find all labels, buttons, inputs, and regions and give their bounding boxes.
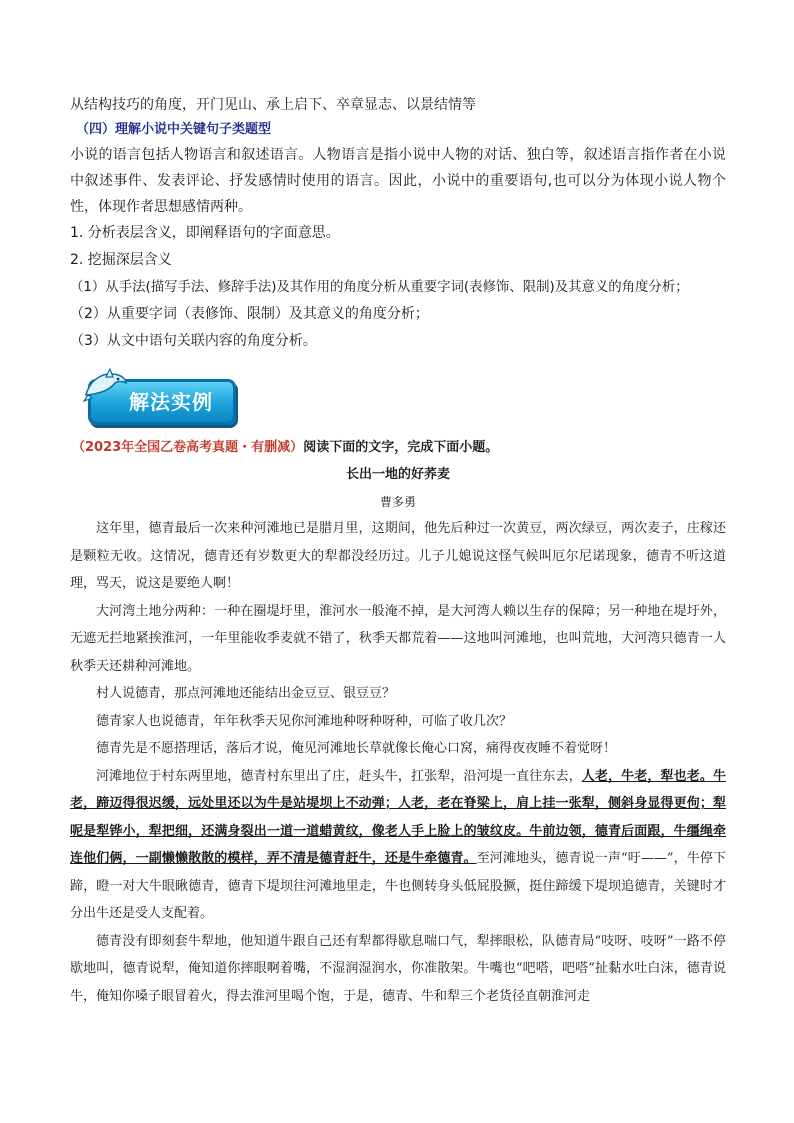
story-paragraph-6-start: 河滩地位于村东两里地，德青村东里出了庄，赶头牛，扛张犁，沿河堤一直往东去， <box>96 768 582 784</box>
story-paragraph-1: 这年里，德青最后一次来种河滩地已是腊月里，这期间，他先后种过一次黄豆，两次绿豆，两次麦子，庄稼还是颗粒无收。这情况，德青还有岁数更大的犁都没经历过。儿子儿媳说这怪气候叫厄尔尼诺现象，德青不听这道理，骂天，说这是要绝人啊！ <box>70 521 726 591</box>
source-line <box>72 435 726 461</box>
story-paragraph-7: 德青没有即刻套牛犁地，他知道牛跟自己还有犁都得歇息喘口气，犁摔眼松，队德青局“吱呀、吱呀”一路不停歇地叫，德青说犁，俺知道你摔眼啊着嘴，不湿润湿润水，你准散架。牛嘴也“吧嗒，吧嗒”扯黏水吐白沫，德青说牛，俺知你嗓子眼冒着火，得去淮河里喝个饱，于是，德青、牛和犁三个老货径直朝淮河走 <box>70 933 726 1004</box>
banner-label: 解法实例 <box>129 390 213 414</box>
section-title: （四）理解小说中关键句子类题型 <box>76 122 272 137</box>
story-title: 长出一地的好荞麦 <box>345 467 450 482</box>
list-item-1: 1. 分析表层含义，即阐释语句的字面意思。 <box>70 225 340 241</box>
intro-line: 从结构技巧的角度，开门见山、承上启下、卒章显志、以景结情等 <box>70 97 476 113</box>
sub-item-1: （1）从手法(描写手法、修辞手法)及其作用的角度分析从重要字词(表修饰、限制)及其意义的角度分析； <box>70 280 689 295</box>
story-paragraph-6-highlight: 人老，牛老，犁也老。牛老，蹄迈得很迟缓，远处里还以为牛是站堤坝上不动弹；人老，老在脊梁上，肩上挂一张犁，侧斜身显得更佝；犁呢是犁铧小，犁把细，还满身裂出一道一道蜡黄纹，像老人手上脸上的皱纹皮。牛前边领，德青后面跟，牛缰绳牵连他们俩，一副懒懒散散的模样，弄不清是德青赶牛，还是牛牵德青。 <box>70 768 726 866</box>
story-paragraph-6-end: 至河滩地头，德青说一声“吁——”，牛停下蹄，瞪一对大牛眼瞅德青，德青下堤坝往河滩地里走，牛也侧转身头低屁股撅，挺住蹄缓下堤坝追德青，关键时才分出牛还是受人支配着。 <box>70 851 726 921</box>
list-item-2: 2. 挖掘深层含义 <box>70 252 172 268</box>
sub-item-2: （2）从重要字词（表修饰、限制）及其意义的角度分析； <box>70 306 429 322</box>
source-tag: （2023年全国乙卷高考真题・有删减） <box>72 440 304 455</box>
story-paragraph-4: 德青家人也说德青，年年秋季天见你河滩地种呀种呀种，可临了收几次？ <box>96 713 513 729</box>
story-author: 曹多勇 <box>379 495 416 509</box>
sub-item-3: （3）从文中语句关联内容的角度分析。 <box>70 333 317 349</box>
story-paragraph-5: 德青先是不愿搭理话，落后才说，俺见河滩地长草就像长俺心口窝，痛得夜夜睡不着觉呀！ <box>96 741 617 756</box>
paragraph-intro: 小说的语言包括人物语言和叙述语言。人物语言是指小说中人物的对话、独白等，叙述语言指作者在小说中叙述事件、发表评论、抒发感情时使用的语言。因此，小说中的重要语句,也可以分为体现小说人物个性，体现作者思想感情两种。 <box>70 147 726 215</box>
page-content <box>70 92 726 1010</box>
story-paragraph-2: 大河湾土地分两种：一种在圈堤圩里，淮河水一般淹不掉，是大河湾人赖以生存的保障；另一种地在堤圩外，无遮无拦地紧挨淮河，一年里能收季麦就不错了，秋季天都荒着——这地叫河滩地，也叫荒地，大河湾只德青一人秋季天还耕种河滩地。 <box>70 603 726 674</box>
method-example-banner <box>82 369 232 425</box>
story-paragraph-3: 村人说德青，那点河滩地还能结出金豆豆、银豆豆？ <box>96 686 396 701</box>
source-instruction: 阅读下面的文字，完成下面小题。 <box>303 440 499 455</box>
story-paragraph-6 <box>70 763 726 928</box>
